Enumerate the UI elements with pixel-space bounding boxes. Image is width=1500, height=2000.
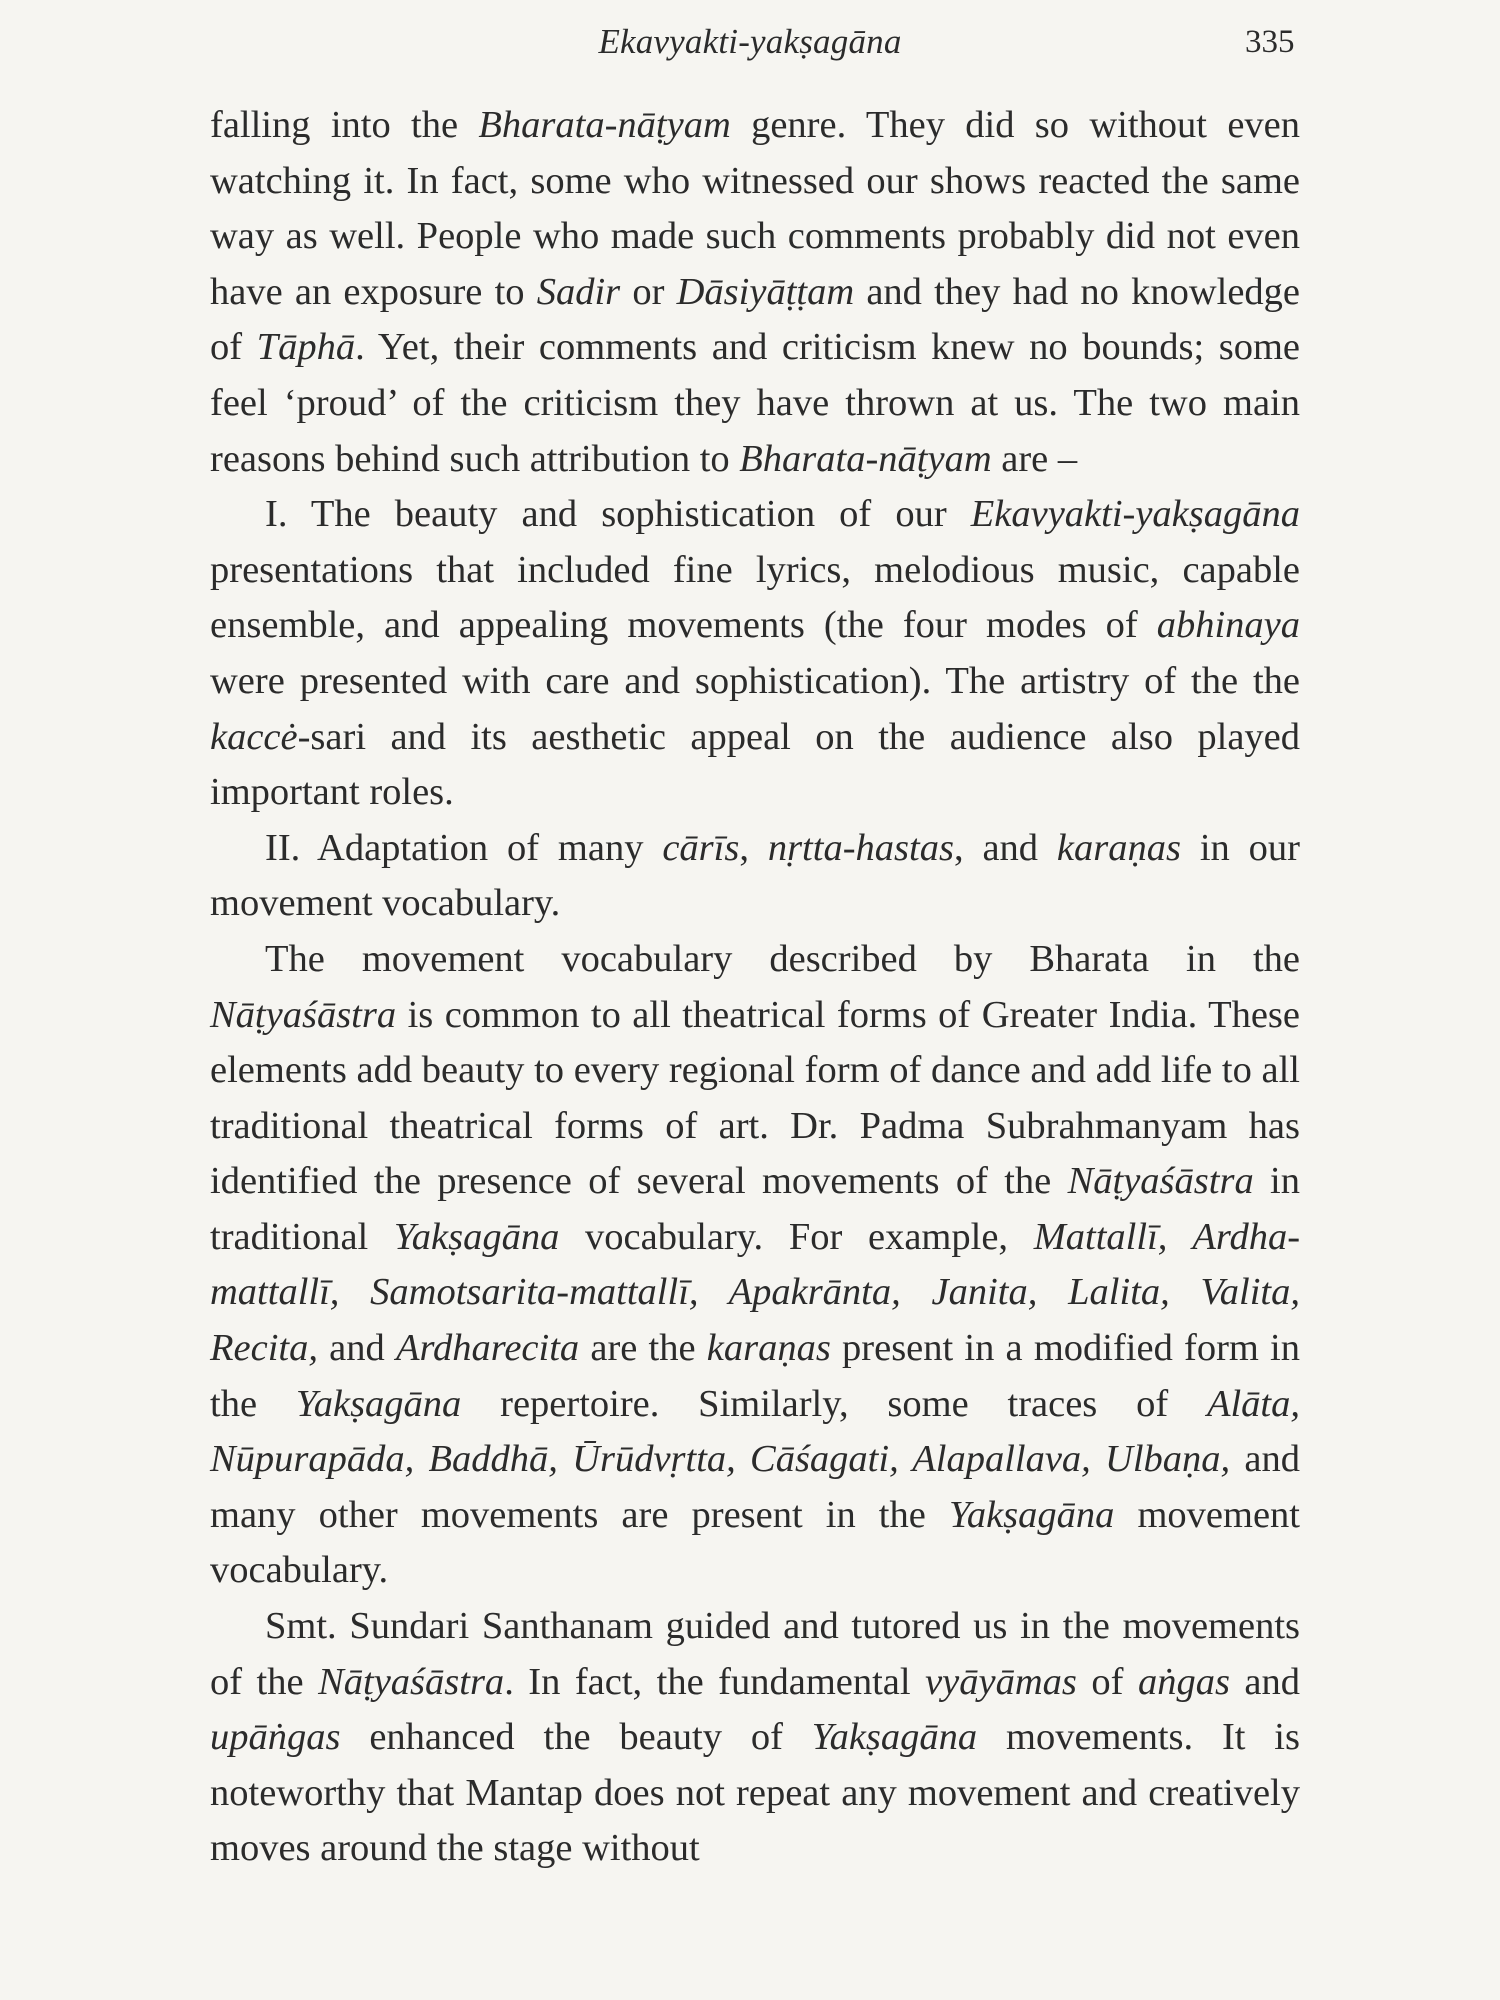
- text-run: genre. They did so without even watching it. In fact, some who witnessed our shows reacted the same way as well. People who made such comments probably did not even have an exposure to: [210, 104, 1300, 313]
- italic-term: Nāṭyaśāstra: [318, 1660, 505, 1703]
- page-number: 335: [1245, 24, 1295, 60]
- text-run: are the: [579, 1327, 707, 1370]
- italic-term: Ardharecita: [395, 1327, 580, 1370]
- text-run: were presented with care and sophistication). The artistry of the the: [210, 659, 1300, 702]
- text-run: movements. It is noteworthy that Mantap does not repeat any movement and creatively moves around the stage without: [210, 1716, 1300, 1870]
- text-run: . In fact, the fundamental: [504, 1660, 926, 1703]
- italic-term: nṛtta-hastas: [767, 826, 954, 869]
- italic-term: Dāsiyāṭṭam: [676, 270, 855, 313]
- text-run: presentations that included fine lyrics, melodious music, capable ensemble, and appealing movements (the four modes of: [210, 548, 1300, 647]
- italic-term: abhinaya: [1156, 604, 1300, 647]
- italic-term: Yakṣagāna: [811, 1716, 978, 1759]
- italic-term: Yakṣagāna: [295, 1382, 462, 1425]
- text-run: The movement vocabulary described by Bharata in the: [265, 937, 1300, 980]
- italic-term: vyāyāmas: [925, 1660, 1077, 1703]
- paragraph-5: [210, 1599, 1300, 1877]
- text-run: repertoire. Similarly, some traces of: [461, 1382, 1207, 1425]
- italic-term: upāṅgas: [210, 1716, 341, 1759]
- text-run: and: [1229, 1660, 1300, 1703]
- text-run: falling into the: [210, 104, 479, 146]
- italic-term: karaṇas: [1056, 826, 1181, 869]
- text-run: movement vocabulary.: [210, 1493, 1300, 1592]
- italic-term: Nāṭyaśāstra: [210, 993, 397, 1036]
- text-run: and: [317, 1327, 396, 1370]
- running-head: [0, 18, 1500, 68]
- italic-term: Ekavyakti-yakṣagāna: [970, 493, 1300, 536]
- text-run: . Yet, their comments and criticism knew no bounds; some feel ‘proud’ of the criticism they have thrown at us. The two main reasons behind such attribution to: [210, 326, 1300, 480]
- italic-term: Mattallī, Ardha-mattallī, Samotsarita-mattallī, Apakrānta, Janita, Lalita, Valita, Recita,: [210, 1215, 1301, 1370]
- text-run: II. Adaptation of many: [265, 826, 663, 869]
- text-run: of: [1076, 1660, 1138, 1703]
- italic-term: Yakṣagāna: [393, 1215, 560, 1258]
- text-run: or: [620, 270, 677, 313]
- paragraph-1: [210, 98, 1300, 487]
- italic-term: Bharata-nāṭyam: [739, 437, 992, 480]
- text-run: -sari and its aesthetic appeal on the audience also played important roles.: [210, 715, 1300, 814]
- text-run: present in a modified form in the: [210, 1327, 1300, 1425]
- italic-term: Alāta, Nūpurapāda, Baddhā, Ūrūdvṛtta, Cāśagati, Alapallava, Ulbaṇa,: [210, 1382, 1300, 1481]
- text-run: enhanced the beauty of: [340, 1716, 812, 1759]
- text-run: I. The beauty and sophistication of our: [265, 493, 971, 536]
- text-run: in traditional: [210, 1160, 1300, 1258]
- body-text: [210, 98, 1300, 1877]
- italic-term: cārīs: [662, 826, 740, 869]
- italic-term: Sadir: [536, 270, 621, 313]
- text-run: and they had no knowledge of: [210, 270, 1301, 369]
- italic-term: Bharata-nāṭyam: [478, 104, 731, 146]
- text-run: and many other movements are present in the: [210, 1438, 1300, 1536]
- text-run: are –: [991, 437, 1078, 480]
- text-run: Smt. Sundari Santhanam guided and tutored us in the movements of the: [210, 1605, 1300, 1703]
- text-run: ,: [739, 826, 768, 869]
- text-run: in our movement vocabulary.: [210, 826, 1300, 925]
- italic-term: aṅgas: [1137, 1660, 1230, 1703]
- text-run: vocabulary. For example,: [559, 1215, 1034, 1258]
- italic-term: Nāṭyaśāstra: [1067, 1160, 1254, 1203]
- text-run: is common to all theatrical forms of Greater India. These elements add beauty to every regional form of dance and add life to all traditional theatrical forms of art. Dr. Padma Subrahmanyam has identified the presence of several movements of the: [210, 993, 1300, 1203]
- italic-term: Tāphā: [256, 326, 356, 369]
- italic-term: karaṇas: [706, 1327, 831, 1370]
- italic-term: kaccė: [210, 715, 298, 758]
- paragraph-2-list-item-i: [210, 487, 1300, 821]
- italic-term: Yakṣagāna: [948, 1493, 1115, 1536]
- running-title: Ekavyakti-yakṣagāna: [598, 22, 902, 61]
- paragraph-4: [210, 932, 1300, 1599]
- paragraph-3-list-item-ii: [210, 821, 1300, 932]
- text-run: , and: [953, 826, 1057, 869]
